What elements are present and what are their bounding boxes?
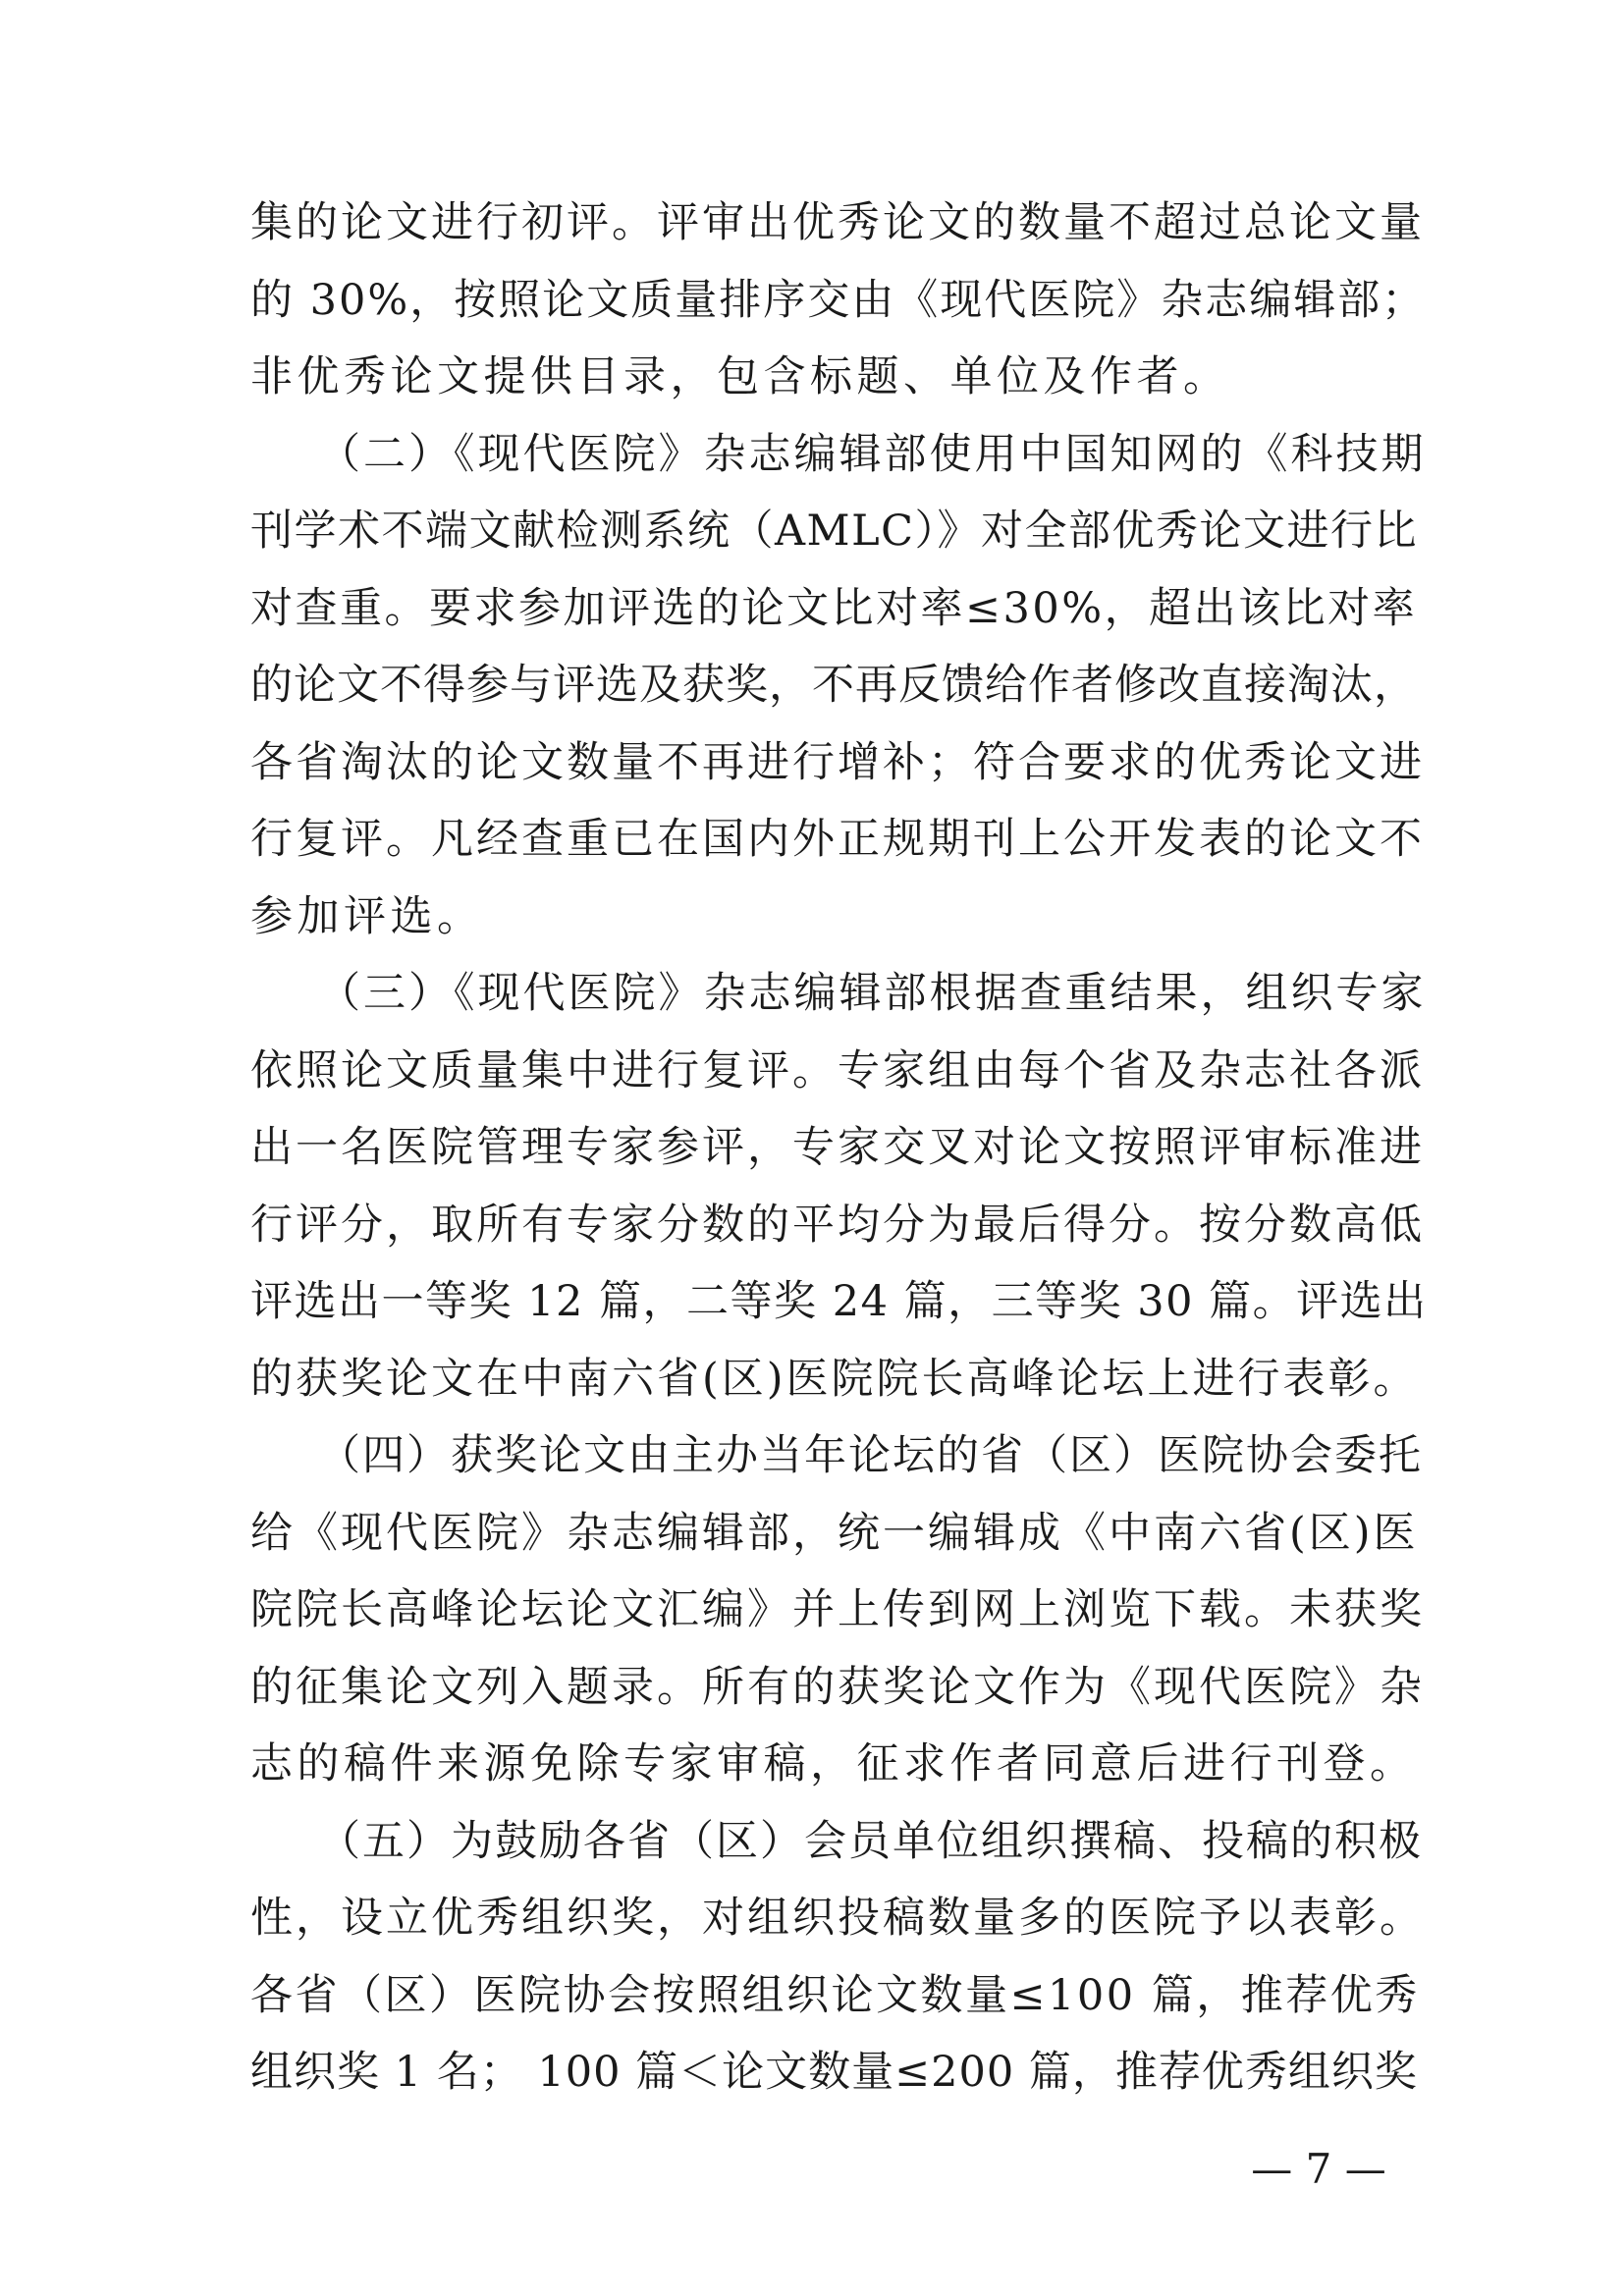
text-line-09: 行复评。凡经查重已在国内外正规期刊上公开发表的论文不 bbox=[250, 815, 1425, 864]
text-line-19: 院院长高峰论坛论文汇编》并上传到网上浏览下载。未获奖 bbox=[250, 1585, 1425, 1634]
text-line-13: 出一名医院管理专家参评，专家交叉对论文按照评审标准进 bbox=[250, 1123, 1425, 1172]
text-line-04: （二）《现代医院》杂志编辑部使用中国知网的《科技期 bbox=[318, 429, 1427, 479]
text-line-08: 各省淘汰的论文数量不再进行增补；符合要求的优秀论文进 bbox=[250, 737, 1425, 787]
text-line-16: 的获奖论文在中南六省(区)医院院长高峰论坛上进行表彰。 bbox=[250, 1354, 1419, 1404]
text-line-23: 性，设立优秀组织奖，对组织投稿数量多的医院予以表彰。 bbox=[250, 1894, 1425, 1943]
text-line-22: （五）为鼓励各省（区）会员单位组织撰稿、投稿的积极 bbox=[318, 1816, 1423, 1866]
text-line-25: 组织奖 1 名； 100 篇＜论文数量≤200 篇，推荐优秀组织奖 bbox=[250, 2048, 1418, 2097]
text-line-20: 的征集论文列入题录。所有的获奖论文作为《现代医院》杂 bbox=[250, 1662, 1425, 1712]
body-text bbox=[250, 185, 1428, 2111]
page-number: — 7 — bbox=[1251, 2145, 1386, 2193]
text-line-06: 对查重。要求参加评选的论文比对率≤30%，超出该比对率 bbox=[250, 583, 1418, 633]
text-line-17: （四）获奖论文由主办当年论坛的省（区）医院协会委托 bbox=[318, 1431, 1423, 1480]
text-line-11: （三）《现代医院》杂志编辑部根据查重结果，组织专家 bbox=[318, 969, 1427, 1018]
text-line-05: 刊学术不端文献检测系统（AMLC）》对全部优秀论文进行比 bbox=[250, 507, 1419, 556]
text-line-02: 的 30%，按照论文质量排序交由《现代医院》杂志编辑部； bbox=[250, 275, 1427, 325]
text-line-21: 志的稿件来源免除专家审稿，征求作者同意后进行刊登。 bbox=[250, 1739, 1417, 1789]
text-line-12: 依照论文质量集中进行复评。专家组由每个省及杂志社各派 bbox=[250, 1045, 1425, 1095]
text-line-15: 评选出一等奖 12 篇，二等奖 24 篇，三等奖 30 篇。评选出 bbox=[250, 1277, 1428, 1326]
text-line-24: 各省（区）医院协会按照组织论文数量≤100 篇，推荐优秀 bbox=[250, 1970, 1420, 2020]
text-line-03: 非优秀论文提供目录，包含标题、单位及作者。 bbox=[250, 352, 1230, 401]
text-line-01: 集的论文进行初评。评审出优秀论文的数量不超过总论文量 bbox=[250, 198, 1425, 247]
text-line-18: 给《现代医院》杂志编辑部，统一编辑成《中南六省(区)医 bbox=[250, 1508, 1419, 1558]
text-line-07: 的论文不得参与评选及获奖，不再反馈给作者修改直接淘汰， bbox=[250, 661, 1417, 710]
text-line-14: 行评分，取所有专家分数的平均分为最后得分。按分数高低 bbox=[250, 1200, 1425, 1250]
text-line-10: 参加评选。 bbox=[250, 891, 484, 941]
